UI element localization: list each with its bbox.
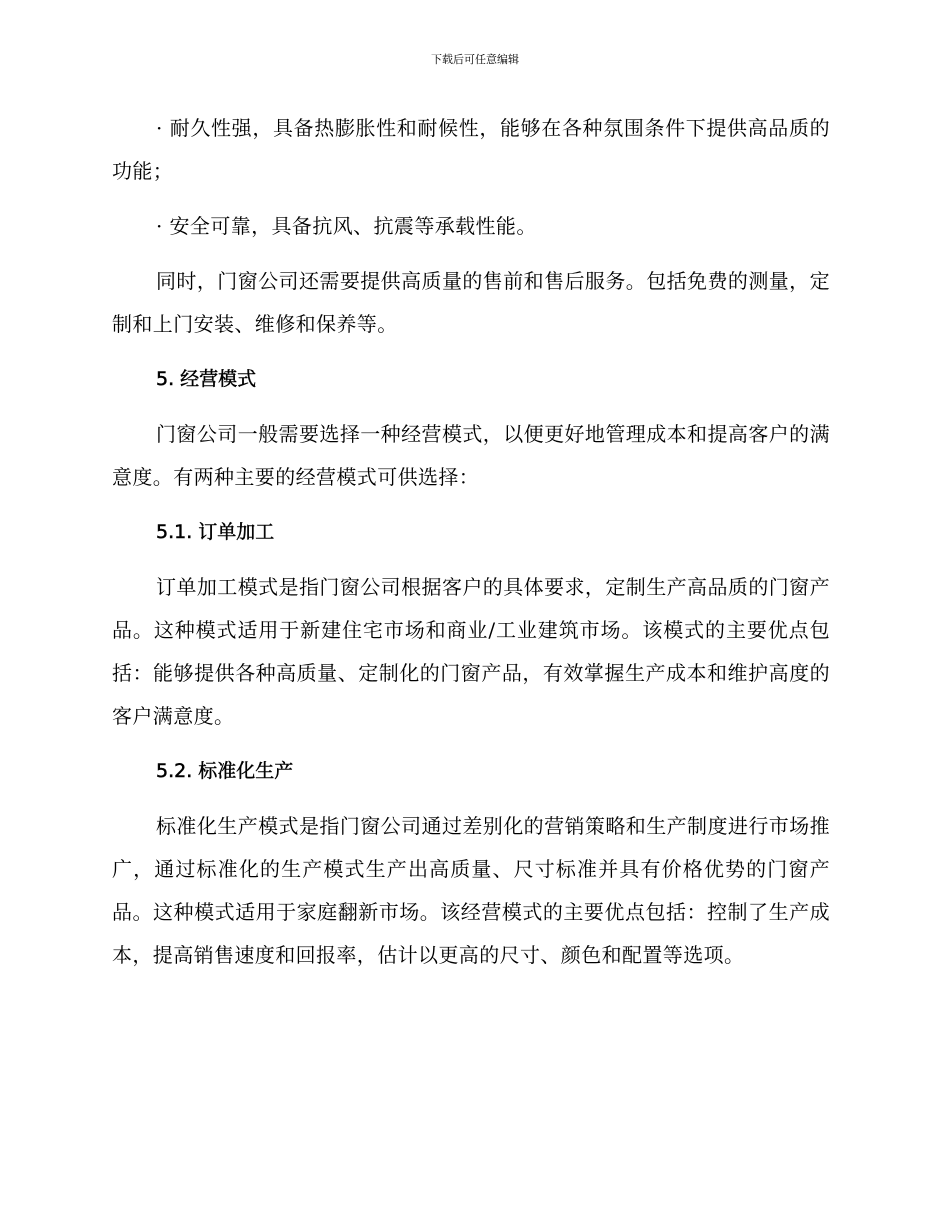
paragraph-service: 同时，门窗公司还需要提供高质量的售前和售后服务。包括免费的测量，定制和上门安装、维修和保养等。 <box>112 269 830 336</box>
bullet-durability: · 耐久性强，具备热膨胀性和耐候性，能够在各种氛围条件下提供高品质的功能； <box>112 116 830 183</box>
paragraph-business-model: 门窗公司一般需要选择一种经营模式，以便更好地管理成本和提高客户的满意度。有两种主要的经营模式可供选择： <box>112 422 830 489</box>
heading-standardized-production: 5.2. 标准化生产 <box>156 760 294 782</box>
bullet-safety: · 安全可靠，具备抗风、抗震等承载性能。 <box>156 214 537 238</box>
heading-business-model: 5. 经营模式 <box>156 368 257 390</box>
page-header: 下载后可任意编辑 <box>431 53 519 66</box>
paragraph-order-processing: 订单加工模式是指门窗公司根据客户的具体要求，定制生产高品质的门窗产品。这种模式适用于新建住宅市场和商业/工业建筑市场。该模式的主要优点包括：能够提供各种高质量、定制化的门窗产品，有效掌握生产成本和维护高度的客户满意度。 <box>112 575 830 728</box>
heading-order-processing: 5.1. 订单加工 <box>156 521 275 543</box>
document-body <box>112 107 830 989</box>
paragraph-standardized-production: 标准化生产模式是指门窗公司通过差别化的营销策略和生产制度进行市场推广，通过标准化的生产模式生产出高质量、尺寸标准并具有价格优势的门窗产品。这种模式适用于家庭翻新市场。该经营模式的主要优点包括：控制了生产成本，提高销售速度和回报率，估计以更高的尺寸、颜色和配置等选项。 <box>112 814 830 967</box>
